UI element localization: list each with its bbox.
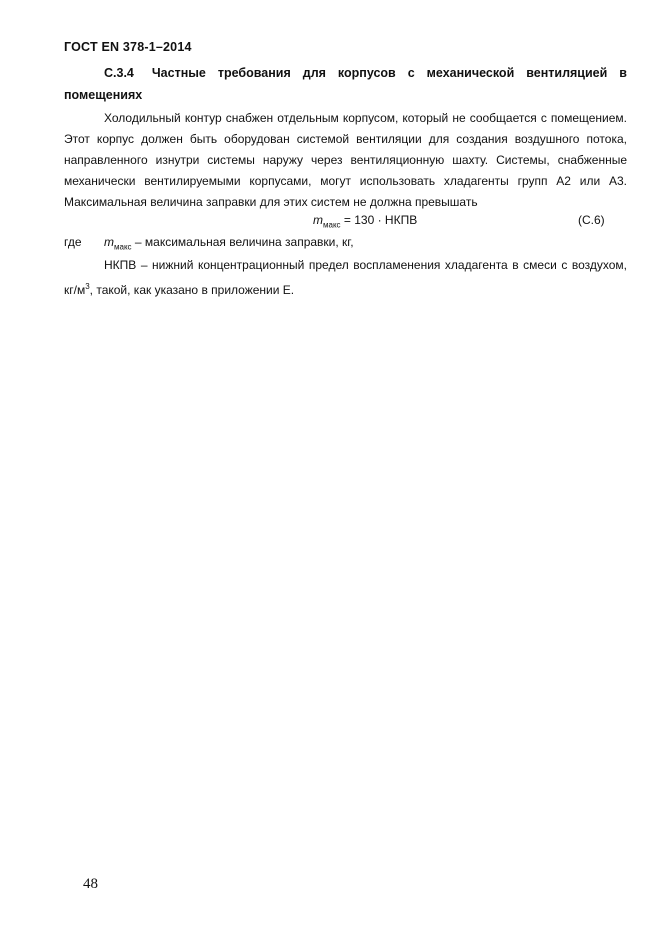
where-symbol: m: [104, 235, 114, 249]
clause-number: С.3.4: [104, 66, 134, 80]
formula-subscript: макс: [323, 220, 341, 230]
page-number: 48: [83, 876, 98, 892]
body-paragraph: [64, 108, 627, 213]
where-label: где: [64, 235, 82, 249]
nkpv-definition: [64, 255, 627, 301]
formula: [313, 213, 417, 229]
clause-heading-line1: [64, 62, 627, 84]
clause-heading: [64, 62, 627, 106]
clause-title-part2: помещениях: [64, 88, 143, 102]
where-text: – максимальная величина заправки, кг,: [131, 235, 354, 249]
nkpv-tail: , такой, как указано в приложении Е.: [89, 283, 295, 297]
formula-symbol: m: [313, 213, 323, 227]
formula-rhs: = 130 · НКПВ: [340, 213, 418, 227]
formula-number: (С.6): [578, 213, 605, 227]
nkpv-paragraph: [64, 255, 627, 301]
nkpv-superscript: 3: [85, 282, 90, 291]
nkpv-text: НКПВ – нижний концентрационный предел воспламенения хладагента в смеси с воздухом, кг/м: [64, 258, 627, 297]
standard-header: ГОСТ EN 378-1–2014: [64, 40, 192, 54]
paragraph-text: Холодильный контур снабжен отдельным корпусом, который не сообщается с помещением. Этот корпус должен быть оборудован системой вентиляции для создания воздушного потока, направленного изнутри системы наружу через вентиляционную шахту. Системы, снабженные механически вентилируемыми корпусами, могут использовать хладагенты групп А2 или А3. Максимальная величина заправки для этих систем не должна превышать: [64, 111, 627, 209]
clause-title-part1: Частные требования для корпусов с механической вентиляцией в: [151, 66, 627, 80]
where-definition: [64, 235, 354, 251]
where-subscript: макс: [114, 242, 132, 252]
